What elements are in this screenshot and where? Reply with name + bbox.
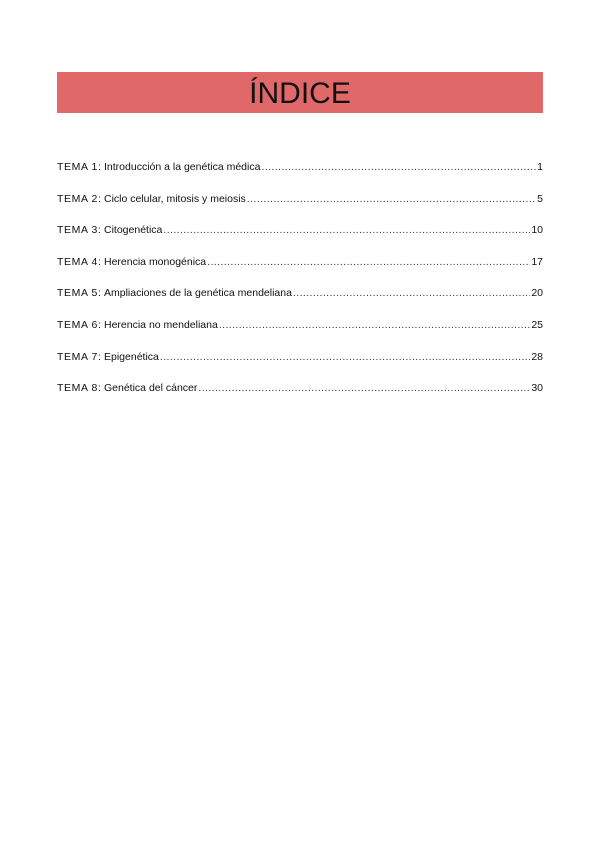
toc-entry[interactable] (57, 223, 543, 255)
toc-dot-leader (160, 350, 530, 364)
toc-entry-page: 20 (531, 287, 543, 300)
toc-entry-page: 17 (531, 255, 543, 268)
page-title: ÍNDICE (249, 76, 351, 110)
toc-dot-leader (207, 255, 530, 269)
toc-entry[interactable] (57, 286, 543, 318)
toc-dot-leader (219, 318, 530, 332)
toc-dot-leader (163, 223, 530, 237)
toc-dot-leader (198, 381, 530, 395)
toc-entry-title: Herencia no mendeliana (104, 318, 218, 331)
title-bar (57, 72, 543, 113)
toc-entry-title: Ciclo celular, mitosis y meiosis (104, 192, 246, 205)
toc-entry-number: TEMA 2: (57, 192, 102, 205)
toc-entry-page: 25 (531, 318, 543, 331)
toc-entry-page: 1 (537, 161, 543, 173)
toc-entry-number: TEMA 6: (57, 318, 102, 331)
toc-dot-leader (261, 160, 536, 174)
table-of-contents (57, 160, 543, 413)
toc-entry-page: 30 (531, 382, 543, 395)
toc-entry-number: TEMA 8: (57, 382, 102, 395)
toc-entry-number: TEMA 4: (57, 255, 102, 268)
toc-entry-title: Herencia monogénica (104, 255, 207, 268)
toc-entry[interactable] (57, 318, 543, 350)
toc-entry-number: TEMA 5: (57, 287, 102, 300)
toc-dot-leader (247, 192, 536, 206)
toc-entry-number: TEMA 3: (57, 224, 102, 237)
toc-entry-title: Citogenética (104, 224, 163, 237)
toc-entry[interactable] (57, 255, 543, 287)
toc-entry-page: 28 (531, 350, 543, 363)
toc-entry-page: 10 (531, 224, 543, 237)
toc-entry[interactable] (57, 381, 543, 413)
toc-dot-leader (293, 286, 530, 300)
toc-entry-title: Genética del cáncer (104, 382, 198, 395)
toc-entry[interactable] (57, 350, 543, 382)
toc-entry-title: Introducción a la genética médica (104, 161, 261, 173)
toc-entry[interactable] (57, 192, 543, 224)
toc-entry-page: 5 (537, 192, 543, 205)
toc-entry[interactable] (57, 160, 543, 192)
toc-entry-number: TEMA 1: (57, 161, 102, 173)
toc-entry-title: Ampliaciones de la genética mendeliana (104, 287, 292, 300)
toc-entry-title: Epigenética (104, 350, 159, 363)
toc-entry-number: TEMA 7: (57, 350, 102, 363)
